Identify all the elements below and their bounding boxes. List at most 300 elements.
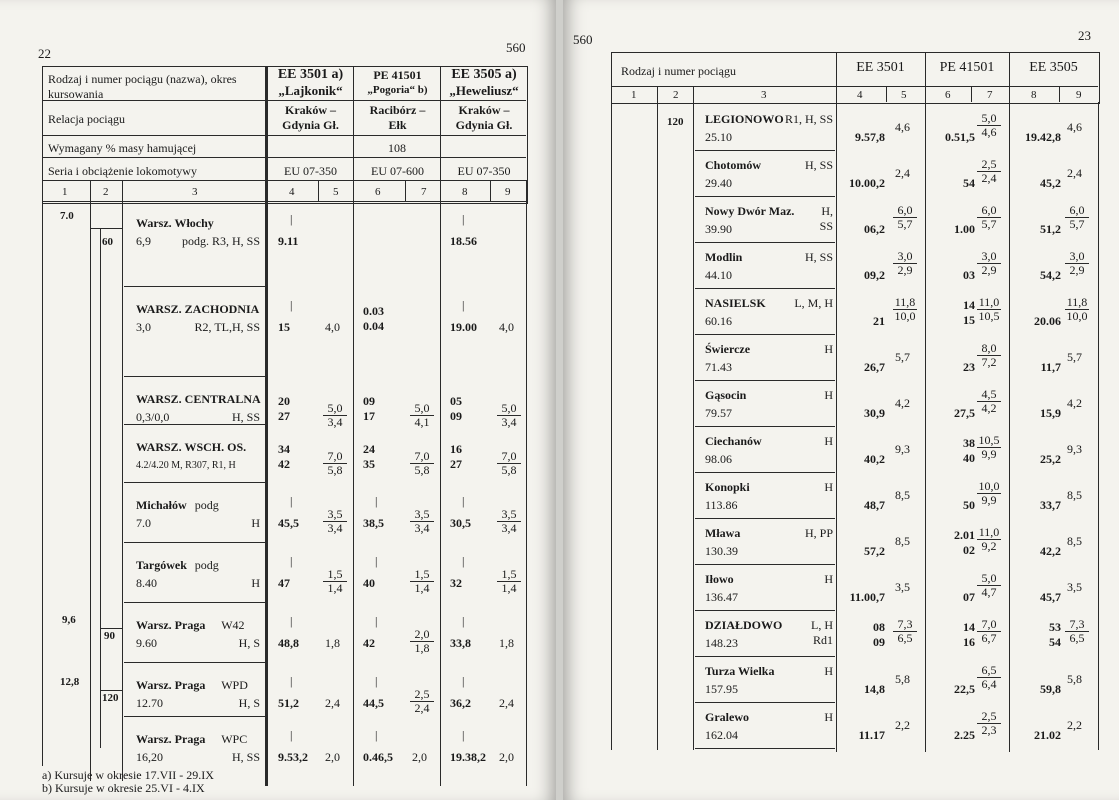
speed-value: [323, 450, 347, 477]
time-value: 47: [278, 576, 290, 590]
right-page: [563, 0, 1119, 800]
speed-value: [1065, 204, 1089, 231]
row-divider: [695, 702, 835, 703]
station-km: 0,3/0,0: [136, 410, 170, 424]
speed-top: 4,5: [977, 388, 1001, 402]
row-divider: [124, 424, 265, 425]
speed-value: 4,6: [1067, 120, 1082, 134]
speed-top: 7,0: [410, 450, 434, 464]
pass-mark: |: [290, 728, 293, 742]
speed-value: 8,5: [895, 534, 910, 548]
speed-value: 2,4: [325, 696, 340, 710]
time-value: 11.17: [858, 728, 885, 742]
speed-bottom: 6,7: [981, 631, 997, 645]
column-number: 3: [192, 186, 198, 198]
time-value: 24 35: [363, 442, 375, 471]
time-value: 54,2: [1040, 268, 1061, 282]
speed-bottom: 4,6: [981, 125, 997, 139]
station-attributes: R2, TL,H, SS: [194, 320, 260, 334]
speed-value: [497, 450, 521, 477]
time-value: 45,2: [1040, 176, 1061, 190]
speed-bottom: 5,8: [327, 463, 343, 477]
time-value: 1.00: [954, 222, 975, 236]
station-subname: podg: [194, 498, 219, 512]
speed-value: [323, 568, 347, 595]
row-divider: [124, 286, 265, 287]
speed-bottom: 1,4: [414, 581, 430, 595]
time-value: 59,8: [1040, 682, 1061, 696]
station-km: 79.57: [705, 406, 732, 420]
speed-value: [977, 664, 1001, 691]
page-number: 22: [38, 46, 51, 61]
column-number: 4: [289, 186, 295, 198]
train-loco: EU 07-350: [284, 164, 337, 178]
pass-mark: |: [462, 614, 465, 628]
speed-value: 8,5: [895, 488, 910, 502]
time-value: 19.42,8: [1025, 130, 1061, 144]
train-relation: Kraków – Gdynia Gł.: [282, 103, 339, 132]
column-number: 5: [333, 186, 339, 198]
speed-value: [410, 402, 434, 429]
time-value: 06,2: [864, 222, 885, 236]
speed-top: 11,8: [894, 295, 916, 309]
time-value: 09 17: [363, 394, 375, 423]
time-value: 32: [450, 576, 462, 590]
speed-bottom: 9,9: [981, 447, 997, 461]
column-number: 9: [1076, 89, 1082, 101]
time-value: 22,5: [954, 682, 975, 696]
speed-value: [977, 158, 1001, 185]
speed-top: 2,5: [977, 158, 1001, 172]
speed-value: 3,5: [1067, 580, 1082, 594]
station-subname: podg: [194, 558, 219, 572]
speed-bottom: 9,9: [981, 493, 997, 507]
speed-top: 7,3: [1065, 618, 1089, 632]
speed-top: 1,5: [323, 568, 347, 582]
time-value: 33,8: [450, 636, 471, 650]
station-name: Warsz. Włochy: [136, 216, 214, 230]
time-value: 19.38,2: [450, 750, 486, 764]
time-value: 20.06: [1034, 314, 1061, 328]
pass-mark: |: [375, 674, 378, 688]
column-number: 2: [673, 89, 679, 101]
station-name: LEGIONOWO: [705, 112, 784, 126]
speed-bottom: 5,8: [414, 463, 430, 477]
row-divider: [124, 542, 265, 543]
speed-top: 7,0: [497, 450, 521, 464]
column-number: 8: [1031, 89, 1037, 101]
row-divider: [124, 716, 265, 717]
column-number: 6: [945, 89, 951, 101]
time-value: 11.00,7: [849, 590, 885, 604]
speed-value: 2,4: [499, 696, 514, 710]
station-attributes: H: [824, 664, 833, 678]
speed-top: 2,5: [410, 688, 434, 702]
speed-bottom: 10,5: [978, 309, 1000, 323]
time-value: 44,5: [363, 696, 384, 710]
station-km: 130.39: [705, 544, 738, 558]
column-number: 5: [901, 89, 907, 101]
station-name: WARSZ. CENTRALNA: [136, 392, 261, 406]
left-page: [0, 0, 556, 800]
station-name: Targówek: [136, 558, 187, 572]
speed-bottom: 3,4: [327, 521, 343, 535]
speed-bottom: 3,4: [501, 415, 517, 429]
time-value: 48,7: [864, 498, 885, 512]
speed-value: 4,0: [499, 320, 514, 334]
station-attributes: H, S: [238, 636, 260, 650]
row-divider: [124, 662, 265, 663]
speed-value: [977, 526, 1001, 553]
speed-value: [410, 628, 434, 655]
station-km: 148.23: [705, 636, 738, 650]
row-divider: [124, 602, 265, 603]
speed-value: [977, 250, 1001, 277]
row-divider: [695, 334, 835, 335]
column-number: 9: [505, 186, 511, 198]
row-divider: [695, 748, 835, 749]
speed-bottom: 2,3: [981, 723, 997, 737]
time-value: 40: [363, 576, 375, 590]
time-value: 45,5: [278, 516, 299, 530]
row-divider: [695, 610, 835, 611]
station-attributes: H, SS: [819, 204, 833, 233]
speed-bottom: 4,2: [981, 401, 997, 415]
station-km: 3,0: [136, 320, 151, 334]
speed-bottom: 2,4: [981, 171, 997, 185]
speed-value: [977, 388, 1001, 415]
column-number: 6: [375, 186, 381, 198]
column-number: 1: [631, 89, 637, 101]
station-km: 44.10: [705, 268, 732, 282]
train-label: Rodzaj i numer pociągu: [621, 64, 736, 78]
train-name: „Lajkonik“: [278, 83, 343, 98]
speed-top: 7,0: [323, 450, 347, 464]
speed-top: 5,0: [977, 112, 1001, 126]
speed-bottom: 4,1: [414, 415, 430, 429]
time-value: 2.01 02: [954, 528, 975, 557]
speed-value: [410, 688, 434, 715]
time-value: 38 40: [963, 436, 975, 465]
row-divider: [695, 242, 835, 243]
station-name: Iłowo: [705, 572, 734, 586]
speed-top: 6,0: [977, 204, 1001, 218]
train-relation: Kraków – Gdynia Gł.: [455, 103, 513, 132]
station-attributes: H: [251, 576, 260, 590]
train-number: EE 3501 a): [277, 67, 344, 82]
speed-value: [977, 572, 1001, 599]
speed-value: [977, 710, 1001, 737]
station-name: Konopki: [705, 480, 750, 494]
time-value: 14 16: [963, 620, 975, 649]
speed-top: 3,5: [323, 508, 347, 522]
station-name: WARSZ. WSCH. OS.: [136, 440, 247, 454]
speed-bottom: 2,9: [1069, 263, 1085, 277]
pass-mark: |: [462, 728, 465, 742]
speed-value: 4,6: [895, 120, 910, 134]
station-subname: WPD: [221, 678, 248, 692]
speed-top: 2,0: [410, 628, 434, 642]
time-value: 30,5: [450, 516, 471, 530]
time-value: 21: [873, 314, 885, 328]
speed-value: 5,7: [895, 350, 910, 364]
station-name: Warsz. Praga: [136, 678, 206, 692]
speed-value: [893, 204, 917, 231]
train-name: „Pogoria“ b): [367, 84, 428, 96]
speed-value: [893, 618, 917, 645]
train-number: PE 41501: [373, 68, 422, 82]
row-divider: [695, 196, 835, 197]
speed-value: [977, 112, 1001, 139]
column-number: 8: [462, 186, 468, 198]
speed-value: 2,0: [325, 750, 340, 764]
speed-top: 11,0: [978, 525, 1000, 539]
time-value: 9.11: [278, 234, 299, 248]
speed-top: 5,0: [977, 572, 1001, 586]
speed-bottom: 2,9: [981, 263, 997, 277]
timetable-number: 560: [506, 40, 526, 55]
speed-mark: 90: [104, 630, 115, 642]
column-number: 7: [421, 186, 427, 198]
station-name: Modlin: [705, 250, 743, 264]
speed-bottom: 5,7: [1069, 217, 1085, 231]
train-number: EE 3505 a): [451, 67, 517, 82]
time-value: 54: [963, 176, 975, 190]
speed-value: 2,2: [895, 718, 910, 732]
time-value: 14 15: [963, 298, 975, 327]
brake-label: Wymagany % masy hamującej: [48, 141, 197, 155]
row-divider: [695, 150, 835, 151]
train-label: Rodzaj i numer pociągu (nazwa), okres kursowania: [48, 72, 237, 101]
time-value: 0.03 0.04: [363, 304, 384, 333]
station-name: Mława: [705, 526, 741, 540]
time-value: 23: [963, 360, 975, 374]
time-value: 10.00,2: [849, 176, 885, 190]
pass-mark: |: [462, 494, 465, 508]
speed-value: 4,2: [1067, 396, 1082, 410]
speed-top: 3,0: [1065, 250, 1089, 264]
station-km: 162.04: [705, 728, 738, 742]
speed-value: 5,8: [895, 672, 910, 686]
speed-value: 8,5: [1067, 488, 1082, 502]
speed-value: [1065, 618, 1089, 645]
speed-value: [497, 402, 521, 429]
pass-mark: |: [462, 554, 465, 568]
speed-top: 10,0: [978, 479, 1000, 493]
speed-value: 2,2: [1067, 718, 1082, 732]
time-value: 19.00: [450, 320, 477, 334]
row-divider: [124, 376, 265, 377]
time-value: 16 27: [450, 442, 462, 471]
station-name: Gralewo: [705, 710, 749, 724]
speed-top: 1,5: [410, 568, 434, 582]
pass-mark: |: [375, 554, 378, 568]
row-divider: [695, 472, 835, 473]
station-km: 39.90: [705, 222, 732, 236]
speed-top: 6,5: [977, 664, 1001, 678]
column-number: 7: [987, 89, 993, 101]
km-mark: 7.0: [60, 210, 74, 222]
station-km: 16,20: [136, 750, 163, 764]
speed-top: 3,0: [893, 250, 917, 264]
speed-value: 9,3: [1067, 442, 1082, 456]
pass-mark: |: [290, 614, 293, 628]
time-value: 11,7: [1040, 360, 1061, 374]
time-value: 53 54: [1049, 620, 1061, 649]
time-value: 15: [278, 320, 290, 334]
station-km: 8.40: [136, 576, 157, 590]
time-value: 07: [963, 590, 975, 604]
station-name: Świercze: [705, 342, 751, 356]
station-km: 29.40: [705, 176, 732, 190]
speed-bottom: 6,5: [1069, 631, 1085, 645]
speed-value: 8,5: [1067, 534, 1082, 548]
speed-bottom: 5,8: [501, 463, 517, 477]
speed-value: 4,0: [325, 320, 340, 334]
time-value: 21.02: [1034, 728, 1061, 742]
speed-bottom: 6,4: [981, 677, 997, 691]
column-number: 3: [761, 89, 767, 101]
speed-bottom: 5,7: [981, 217, 997, 231]
speed-top: 3,5: [410, 508, 434, 522]
time-value: 33,7: [1040, 498, 1061, 512]
speed-value: 5,8: [1067, 672, 1082, 686]
pass-mark: |: [290, 554, 293, 568]
time-value: 9.53,2: [278, 750, 308, 764]
station-attributes: L, H Rd1: [811, 618, 833, 647]
column-number: 4: [857, 89, 863, 101]
speed-value: [893, 296, 917, 323]
speed-value: 1,8: [325, 636, 340, 650]
train-number: EE 3505: [1029, 60, 1078, 75]
speed-top: 11,8: [1066, 295, 1088, 309]
time-value: 36,2: [450, 696, 471, 710]
speed-bottom: 1,8: [414, 641, 430, 655]
station-km: 98.06: [705, 452, 732, 466]
column-number: 2: [103, 186, 109, 198]
time-value: 48,8: [278, 636, 299, 650]
station-subname: WPC: [221, 732, 248, 746]
time-value: 14,8: [864, 682, 885, 696]
speed-value: [497, 508, 521, 535]
row-divider: [695, 656, 835, 657]
station-name: Ciechanów: [705, 434, 762, 448]
speed-value: [977, 204, 1001, 231]
speed-top: 5,0: [323, 402, 347, 416]
speed-bottom: 2,9: [897, 263, 913, 277]
speed-bottom: 2,4: [414, 701, 430, 715]
speed-bottom: 3,4: [501, 521, 517, 535]
pass-mark: |: [462, 298, 465, 312]
time-value: 51,2: [1040, 222, 1061, 236]
speed-top: 6,0: [1065, 204, 1089, 218]
pass-mark: |: [290, 212, 293, 226]
station-name: WARSZ. ZACHODNIA: [136, 302, 260, 316]
speed-value: [410, 450, 434, 477]
station-name: Warsz. Praga: [136, 618, 206, 632]
speed-bottom: 3,4: [327, 415, 343, 429]
station-attributes: H, SS: [231, 410, 260, 424]
pass-mark: |: [375, 494, 378, 508]
time-value: 25,2: [1040, 452, 1061, 466]
speed-value: 5,7: [1067, 350, 1082, 364]
station-km: 6,9: [136, 234, 151, 248]
row-divider: [695, 380, 835, 381]
time-value: 9.57,8: [855, 130, 885, 144]
time-value: 30,9: [864, 406, 885, 420]
train-name: „Heweliusz“: [449, 83, 519, 98]
pass-mark: |: [375, 614, 378, 628]
station-km: 25.10: [705, 130, 732, 144]
speed-value: [893, 250, 917, 277]
time-value: 45,7: [1040, 590, 1061, 604]
time-value: 03: [963, 268, 975, 282]
footnote: a) Kursuje w okresie 17.VII - 29.IX: [42, 768, 214, 782]
station-attributes: R1, H, SS: [784, 112, 833, 126]
speed-top: 3,0: [977, 250, 1001, 264]
speed-top: 8,0: [977, 342, 1001, 356]
speed-top: 5,0: [410, 402, 434, 416]
speed-value: 2,0: [412, 750, 427, 764]
speed-top: 6,0: [893, 204, 917, 218]
time-value: 2.25: [954, 728, 975, 742]
speed-bottom: 1,4: [327, 581, 343, 595]
speed-mark: 120: [102, 692, 119, 704]
speed-value: [497, 568, 521, 595]
pass-mark: |: [462, 212, 465, 226]
station-attributes: H, PP: [804, 526, 833, 540]
time-value: 42: [363, 636, 375, 650]
station-km: 12.70: [136, 696, 163, 710]
timetable-number: 560: [573, 32, 593, 47]
time-value: 18.56: [450, 234, 477, 248]
row-divider: [695, 564, 835, 565]
speed-value: [977, 480, 1001, 507]
station-attributes: H, SS: [804, 250, 833, 264]
station-attributes: H: [824, 388, 833, 402]
pass-mark: |: [290, 674, 293, 688]
speed-value: [323, 402, 347, 429]
station-km: 157.95: [705, 682, 738, 696]
time-value: 50: [963, 498, 975, 512]
station-km: 71.43: [705, 360, 732, 374]
time-value: 09,2: [864, 268, 885, 282]
speed-top: 10,5: [978, 433, 1000, 447]
station-name: Gąsocin: [705, 388, 747, 402]
time-value: 0.46,5: [363, 750, 393, 764]
station-subname: W42: [221, 618, 245, 632]
station-attributes: H, SS: [231, 750, 260, 764]
station-attributes: H: [824, 342, 833, 356]
speed-top: 5,0: [497, 402, 521, 416]
speed-bottom: 6,5: [897, 631, 913, 645]
station-name: Michałów: [136, 498, 187, 512]
speed-bottom: 9,2: [981, 539, 997, 553]
speed-top: 7,3: [893, 618, 917, 632]
station-km: 60.16: [705, 314, 732, 328]
station-km: 4.2/4.20 M, R307, R1, H: [136, 460, 236, 471]
speed-top: 11,0: [978, 295, 1000, 309]
station-attributes: H: [251, 516, 260, 530]
station-km: 113.86: [705, 498, 738, 512]
speed-top: 3,5: [497, 508, 521, 522]
row-divider: [695, 426, 835, 427]
km-mark: 9,6: [62, 614, 76, 626]
time-value: 05 09: [450, 394, 462, 423]
station-attributes: H: [824, 434, 833, 448]
speed-value: [410, 568, 434, 595]
station-name: DZIAŁDOWO: [705, 618, 783, 632]
